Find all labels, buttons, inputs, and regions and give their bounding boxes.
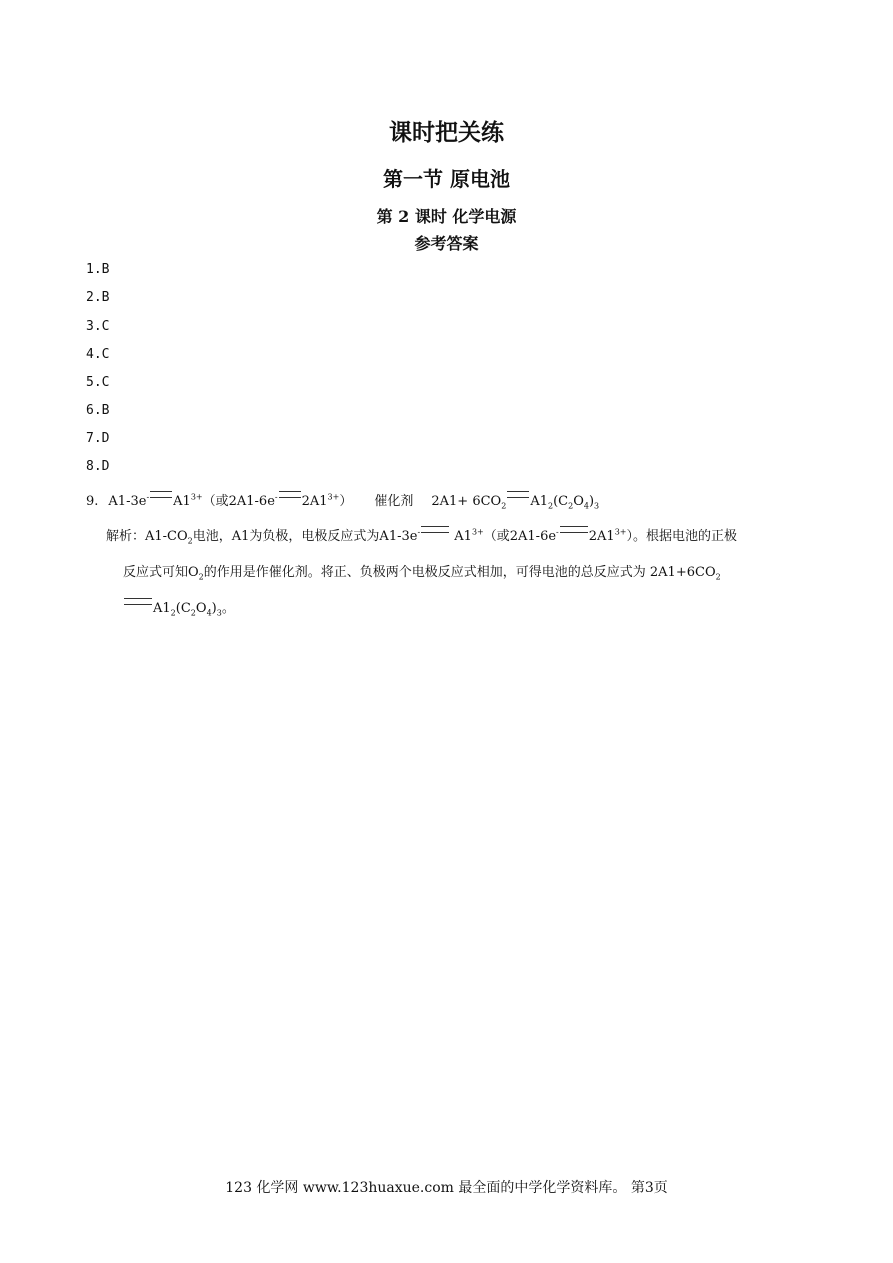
answer-4: 4.C (86, 347, 110, 362)
answer-5: 5.C (86, 375, 110, 390)
answer-3: 3.C (86, 319, 110, 334)
equals-sign (124, 598, 152, 605)
answer-8: 8.D (86, 459, 110, 474)
answer-9: 9. A1-3e- $A1^{3+}$（或2A1-6e- $2A1^{3+}$） 催化剂 $2A1+ 6CO_2$ $A1_2(C_2O_4)_3$ (86, 492, 600, 511)
equals-sign (279, 491, 301, 498)
answer-subtitle: 参考答案 (414, 234, 479, 253)
page-footer: 123 化学网 www.123huaxue.com 最全面的中学化学资料库。 第3页 (225, 1180, 668, 1196)
section-title: 第一节 原电池 (383, 167, 510, 191)
equals-sign (150, 491, 172, 498)
answer-7: 7.D (86, 431, 110, 446)
catalyst-label: 催化剂 (374, 494, 414, 509)
equals-sign (421, 526, 449, 533)
answer-2: 2.B (86, 290, 110, 305)
page-title: 课时把关练 (389, 119, 504, 146)
equals-sign (560, 526, 588, 533)
answer-1: 1.B (86, 262, 110, 277)
analysis-line-2: 反应式可知$O_2$的作用是作催化剂。将正、负极两个电极反应式相加，可得电池的总反应式为 $2A1+6CO_2$ (123, 565, 721, 582)
analysis-line-3: $A1_2(C_2O_4)_3$。 (123, 597, 235, 616)
analysis-line-1: 解析：$A1-CO_2$电池，A1为负极，电极反应式为A1-3e- $A1^{3+}$（或2A1-6e- $2A1^{3+}$）。根据电池的正极 (106, 527, 737, 546)
answer-6: 6.B (86, 403, 110, 418)
equals-sign (507, 491, 529, 498)
lesson-title: 第 2 课时 化学电源 (376, 207, 517, 226)
